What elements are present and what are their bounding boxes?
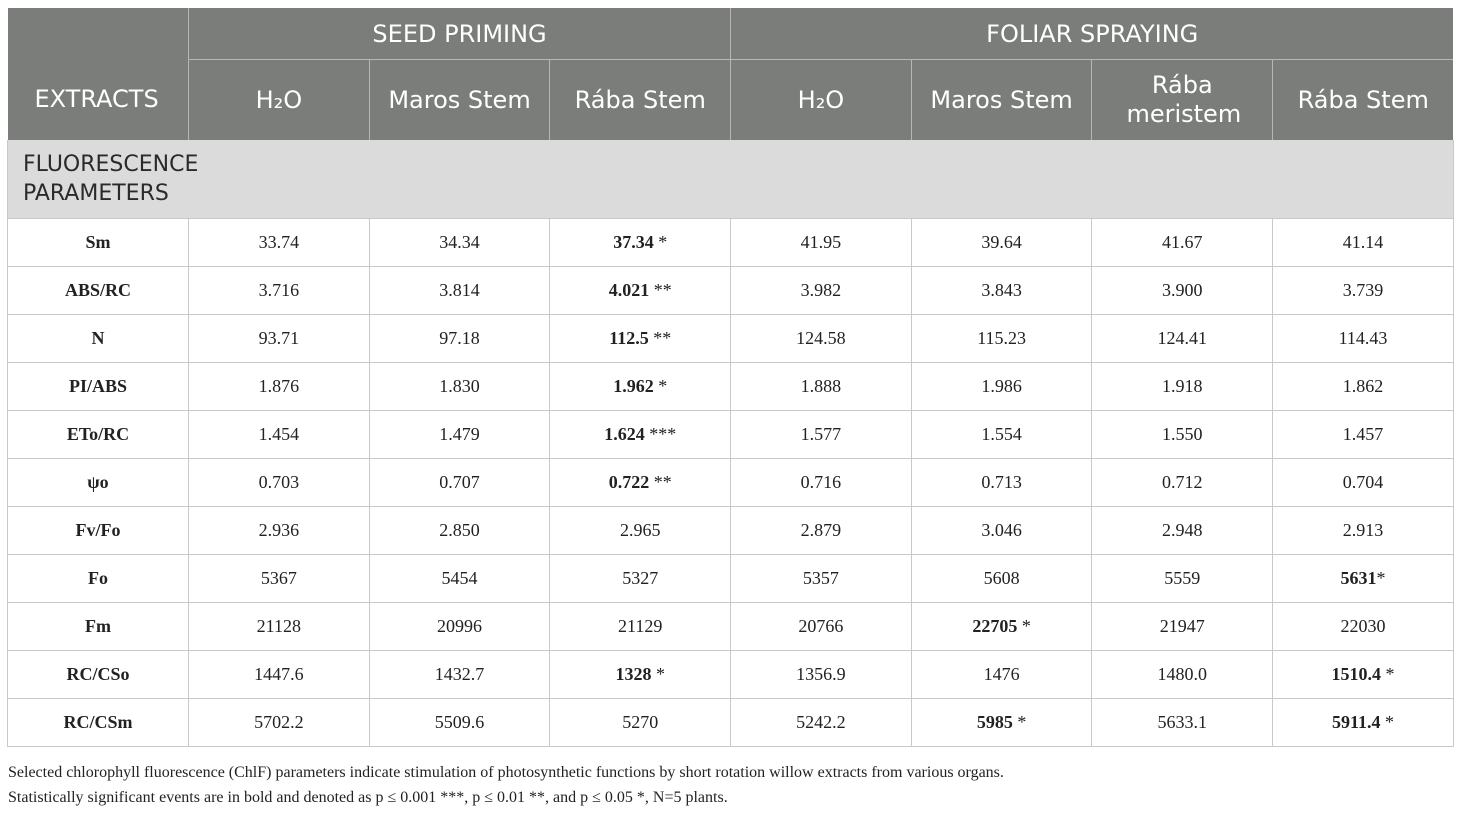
col-header-seed-maros-stem: Maros Stem xyxy=(369,60,550,141)
value-text: 0.703 xyxy=(258,472,300,492)
value-text: 5631 xyxy=(1340,568,1377,588)
value-text: 1.454 xyxy=(258,424,300,444)
significance-stars: *** xyxy=(644,424,677,444)
value-text: 1356.9 xyxy=(796,664,846,684)
group-header-seed-priming: SEED PRIMING xyxy=(189,8,731,60)
value-cell xyxy=(911,651,1092,699)
value-cell xyxy=(1092,315,1273,363)
value-text: 2.913 xyxy=(1342,520,1384,540)
value-text: 3.814 xyxy=(439,280,480,300)
value-text: 21129 xyxy=(618,616,663,636)
value-cell xyxy=(550,651,731,699)
value-text: 41.67 xyxy=(1162,232,1203,252)
value-cell xyxy=(1092,363,1273,411)
value-text: 1447.6 xyxy=(254,664,304,684)
value-cell xyxy=(731,555,912,603)
value-cell xyxy=(911,459,1092,507)
value-cell xyxy=(1092,267,1273,315)
significance-stars: * xyxy=(1376,568,1386,588)
value-cell xyxy=(1273,219,1454,267)
value-text: 1.918 xyxy=(1162,376,1203,396)
value-cell xyxy=(1273,603,1454,651)
value-cell xyxy=(369,219,550,267)
table-row xyxy=(8,315,1454,363)
value-text: 5327 xyxy=(622,568,659,588)
significance-stars: * xyxy=(1380,664,1395,684)
value-cell xyxy=(1092,555,1273,603)
value-cell xyxy=(911,315,1092,363)
value-text: 1480.0 xyxy=(1157,664,1208,684)
group-header-row xyxy=(8,8,1454,60)
table-row xyxy=(8,507,1454,555)
value-cell xyxy=(911,699,1092,747)
value-text: 3.739 xyxy=(1342,280,1384,300)
table-notes xyxy=(8,760,1448,810)
value-text: 2.965 xyxy=(619,520,661,540)
value-text: 1476 xyxy=(983,664,1020,684)
table-row xyxy=(8,267,1454,315)
value-cell xyxy=(1273,699,1454,747)
significance-stars: * xyxy=(651,664,665,684)
value-cell xyxy=(911,555,1092,603)
value-cell xyxy=(369,315,550,363)
value-text: 41.14 xyxy=(1342,232,1384,252)
value-cell xyxy=(369,699,550,747)
value-cell xyxy=(731,267,912,315)
value-text: 21947 xyxy=(1159,616,1205,636)
value-cell xyxy=(1273,651,1454,699)
value-text: 1.876 xyxy=(258,376,300,396)
value-text: 3.046 xyxy=(981,520,1022,540)
extracts-header: EXTRACTS xyxy=(8,60,189,141)
col-header-foliar-raba-meristem: Rába meristem xyxy=(1092,60,1273,141)
value-text: 33.74 xyxy=(258,232,300,252)
value-cell xyxy=(189,459,370,507)
value-text: 1.577 xyxy=(800,424,842,444)
table-row xyxy=(8,603,1454,651)
value-text: 20766 xyxy=(798,616,844,636)
value-cell xyxy=(189,555,370,603)
value-cell xyxy=(911,219,1092,267)
col-header-foliar-raba-stem: Rába Stem xyxy=(1273,60,1454,141)
param-cell: ψo xyxy=(8,459,189,507)
value-cell xyxy=(1273,363,1454,411)
value-text: 1.986 xyxy=(981,376,1022,396)
value-text: 41.95 xyxy=(800,232,842,252)
value-cell xyxy=(550,411,731,459)
value-text: 1510.4 xyxy=(1331,664,1381,684)
value-cell xyxy=(189,699,370,747)
value-text: 1.550 xyxy=(1162,424,1203,444)
value-text: 1.554 xyxy=(981,424,1022,444)
value-text: 20996 xyxy=(437,616,483,636)
table-row xyxy=(8,411,1454,459)
value-text: 3.716 xyxy=(258,280,300,300)
value-text: 5270 xyxy=(622,712,659,732)
section-title xyxy=(8,140,1454,219)
value-text: 93.71 xyxy=(258,328,300,348)
value-cell xyxy=(1273,459,1454,507)
value-cell xyxy=(1092,459,1273,507)
value-text: 5702.2 xyxy=(254,712,304,732)
value-text: 0.722 xyxy=(608,472,650,492)
table-row xyxy=(8,651,1454,699)
value-text: 1.888 xyxy=(800,376,842,396)
value-text: 5985 xyxy=(976,712,1013,732)
param-cell: Fv/Fo xyxy=(8,507,189,555)
value-cell xyxy=(550,699,731,747)
value-text: 5608 xyxy=(983,568,1020,588)
col-header-seed-h2o: H₂O xyxy=(189,60,370,141)
value-text: 0.707 xyxy=(439,472,480,492)
fluorescence-table xyxy=(7,8,1454,747)
value-cell xyxy=(550,267,731,315)
value-text: 115.23 xyxy=(977,328,1027,348)
value-cell xyxy=(550,555,731,603)
note-line-1: Selected chlorophyll fluorescence (ChlF) parameters indicate stimulation of photosynthetic functions by short rotation willow extracts from various organs. xyxy=(8,764,1004,781)
value-cell xyxy=(1273,267,1454,315)
value-text: 34.34 xyxy=(439,232,480,252)
value-text: 5357 xyxy=(802,568,839,588)
value-text: 22030 xyxy=(1340,616,1386,636)
value-text: 5633.1 xyxy=(1157,712,1208,732)
param-cell: PI/ABS xyxy=(8,363,189,411)
value-text: 2.850 xyxy=(439,520,480,540)
value-cell xyxy=(550,363,731,411)
value-cell xyxy=(1273,555,1454,603)
significance-stars: * xyxy=(653,376,668,396)
value-cell xyxy=(1092,603,1273,651)
column-header-row xyxy=(8,60,1454,141)
value-text: 112.5 xyxy=(609,328,649,348)
value-cell xyxy=(189,315,370,363)
value-text: 21128 xyxy=(256,616,302,636)
value-text: 3.843 xyxy=(981,280,1022,300)
value-text: 5367 xyxy=(260,568,297,588)
param-cell: RC/CSm xyxy=(8,699,189,747)
value-cell xyxy=(731,699,912,747)
section-row xyxy=(8,140,1454,219)
value-text: 5454 xyxy=(441,568,478,588)
table-row xyxy=(8,555,1454,603)
value-text: 1.830 xyxy=(439,376,480,396)
value-text: 1.862 xyxy=(1342,376,1384,396)
value-cell xyxy=(1092,651,1273,699)
value-cell xyxy=(731,651,912,699)
value-cell xyxy=(369,603,550,651)
value-cell xyxy=(731,315,912,363)
value-text: 1328 xyxy=(615,664,652,684)
value-cell xyxy=(911,363,1092,411)
value-cell xyxy=(1092,219,1273,267)
value-text: 1432.7 xyxy=(434,664,485,684)
value-text: 22705 xyxy=(972,616,1018,636)
value-text: 5509.6 xyxy=(434,712,485,732)
value-text: 97.18 xyxy=(439,328,480,348)
significance-stars: * xyxy=(1017,616,1031,636)
significance-stars: ** xyxy=(649,280,672,300)
param-cell: N xyxy=(8,315,189,363)
value-cell xyxy=(731,411,912,459)
significance-stars: ** xyxy=(649,472,672,492)
section-title-text: FLUORESCENCE PARAMETERS xyxy=(23,152,199,206)
value-text: 2.948 xyxy=(1162,520,1203,540)
value-cell xyxy=(189,267,370,315)
value-cell xyxy=(731,507,912,555)
col-header-foliar-h2o: H₂O xyxy=(731,60,912,141)
value-cell xyxy=(911,507,1092,555)
value-text: 5911.4 xyxy=(1331,712,1381,732)
value-cell xyxy=(911,603,1092,651)
value-text: 0.712 xyxy=(1162,472,1203,492)
value-text: 114.43 xyxy=(1338,328,1388,348)
value-cell xyxy=(731,219,912,267)
corner-cell xyxy=(8,8,189,60)
value-cell xyxy=(189,507,370,555)
param-cell: ABS/RC xyxy=(8,267,189,315)
value-text: 0.704 xyxy=(1342,472,1384,492)
value-text: 0.713 xyxy=(981,472,1022,492)
col-header-foliar-maros-stem: Maros Stem xyxy=(911,60,1092,141)
value-cell xyxy=(550,603,731,651)
value-text: 124.41 xyxy=(1157,328,1208,348)
value-cell xyxy=(189,603,370,651)
value-cell xyxy=(550,507,731,555)
value-cell xyxy=(1273,411,1454,459)
col-header-seed-raba-stem: Rába Stem xyxy=(550,60,731,141)
value-cell xyxy=(369,507,550,555)
significance-stars: * xyxy=(1380,712,1394,732)
value-text: 4.021 xyxy=(608,280,650,300)
value-cell xyxy=(731,603,912,651)
significance-stars: * xyxy=(653,232,668,252)
value-cell xyxy=(550,315,731,363)
value-text: 3.982 xyxy=(800,280,842,300)
value-cell xyxy=(1092,411,1273,459)
table-row xyxy=(8,459,1454,507)
value-text: 3.900 xyxy=(1162,280,1203,300)
results-table-container xyxy=(7,8,1453,747)
value-cell xyxy=(1273,315,1454,363)
value-cell xyxy=(189,363,370,411)
value-cell xyxy=(369,459,550,507)
value-cell xyxy=(731,363,912,411)
group-header-foliar-spraying: FOLIAR SPRAYING xyxy=(731,8,1454,60)
value-cell xyxy=(189,651,370,699)
table-row xyxy=(8,363,1454,411)
value-text: 1.962 xyxy=(613,376,654,396)
value-text: 2.936 xyxy=(258,520,300,540)
value-text: 124.58 xyxy=(796,328,846,348)
table-row xyxy=(8,699,1454,747)
value-text: 1.479 xyxy=(439,424,480,444)
param-cell: ETo/RC xyxy=(8,411,189,459)
value-cell xyxy=(189,411,370,459)
value-cell xyxy=(369,411,550,459)
significance-stars: ** xyxy=(648,328,672,348)
value-cell xyxy=(369,267,550,315)
value-cell xyxy=(369,363,550,411)
param-cell: Fo xyxy=(8,555,189,603)
value-text: 2.879 xyxy=(800,520,842,540)
value-text: 39.64 xyxy=(981,232,1022,252)
note-line-2: Statistically significant events are in bold and denoted as p ≤ 0.001 ***, p ≤ 0.01 **, and p ≤ 0.05 *, N=5 plants. xyxy=(8,789,728,806)
value-text: 1.457 xyxy=(1342,424,1384,444)
value-cell xyxy=(550,459,731,507)
value-cell xyxy=(911,267,1092,315)
table-row xyxy=(8,219,1454,267)
value-text: 0.716 xyxy=(800,472,842,492)
value-cell xyxy=(911,411,1092,459)
value-cell xyxy=(1273,507,1454,555)
param-cell: RC/CSo xyxy=(8,651,189,699)
value-cell xyxy=(1092,699,1273,747)
value-text: 5242.2 xyxy=(796,712,846,732)
value-cell xyxy=(731,459,912,507)
param-cell: Sm xyxy=(8,219,189,267)
significance-stars: * xyxy=(1012,712,1027,732)
param-cell: Fm xyxy=(8,603,189,651)
value-cell xyxy=(1092,507,1273,555)
value-text: 5559 xyxy=(1164,568,1201,588)
value-cell xyxy=(550,219,731,267)
value-cell xyxy=(189,219,370,267)
value-text: 37.34 xyxy=(613,232,654,252)
value-cell xyxy=(369,651,550,699)
value-cell xyxy=(369,555,550,603)
value-text: 1.624 xyxy=(604,424,645,444)
